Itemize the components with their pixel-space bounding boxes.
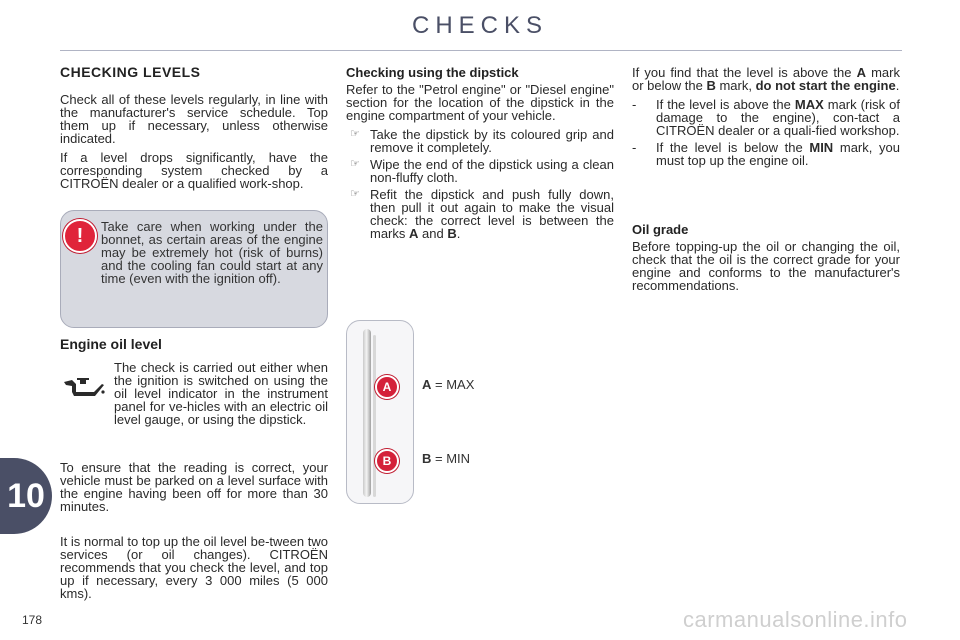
list-item: - If the level is below the MIN mark, you must top up the engine oil. — [632, 140, 900, 168]
hand-pointer-icon: ☞ — [350, 158, 360, 170]
engine-oil-heading: Engine oil level — [60, 336, 162, 352]
engine-oil-text: The check is carried out either when the ignition is switched on using the oil level indicator in the instrument panel for ve-hicles with an electric oil level gauge, or using the dipstick. — [114, 360, 328, 427]
dipstick-illustration — [346, 320, 414, 504]
title-divider — [60, 50, 902, 51]
list-item: ☞ Take the dipstick by its coloured grip and remove it completely. — [350, 127, 614, 155]
page-number: 178 — [22, 613, 43, 627]
middle-column — [346, 66, 614, 244]
warning-box — [60, 210, 328, 328]
left-column — [60, 66, 328, 196]
page-title: CHECKS — [411, 12, 549, 39]
chapter-tab: 10 — [0, 458, 52, 534]
mark-b-badge: B — [375, 449, 399, 473]
dipstick-intro: Refer to the "Petrol engine" or "Diesel engine" section for the location of the dipstick in the engine compartment of your vehicle. — [346, 82, 614, 123]
oil-grade-text: Before topping-up the oil or changing the oil, check that the oil is the correct grade for your engine and conforms to the manufacturer's recommendations. — [632, 239, 900, 293]
dipstick-heading: Checking using the dipstick — [346, 65, 519, 80]
warning-text: Take care when working under the bonnet, as certain areas of the engine may be extremely hot (risk of burns) and the cooling fan could start at any time (even with the ignition off). — [101, 219, 323, 286]
list-item: ☞ Wipe the end of the dipstick using a clean non-fluffy cloth. — [350, 157, 614, 185]
min-label: B = MIN — [422, 451, 471, 466]
list-item: ☞ Refit the dipstick and push fully down, then pull it out again to make the visual check: the correct level is between the marks A and B. — [350, 187, 614, 241]
level-warning: If you find that the level is above the A mark or below the B mark, do not start the engine. — [632, 65, 900, 93]
max-label: A = MAX — [422, 377, 475, 392]
oil-can-icon — [62, 372, 106, 398]
hand-pointer-icon: ☞ — [350, 188, 360, 200]
top-up-paragraph: It is normal to top up the oil level be-tween two services (or oil changes). CITROËN recommends that you check the level, and top up if necessary, every 3 000 miles (5 000 kms). — [60, 534, 328, 601]
right-column — [632, 66, 900, 298]
watermark: carmanualsonline.info — [683, 607, 908, 632]
mark-a-badge: A — [375, 375, 399, 399]
level-actions — [632, 98, 900, 167]
oil-grade-heading: Oil grade — [632, 222, 689, 237]
dipstick-steps — [346, 128, 614, 240]
hand-pointer-icon: ☞ — [350, 128, 360, 140]
section-heading: CHECKING LEVELS — [60, 64, 201, 80]
intro-paragraph: Check all of these levels regularly, in line with the manufacturer's service schedule. Top them up if necessary, unless otherwise indicated. — [60, 92, 328, 146]
dipstick-rod — [363, 329, 371, 497]
intro-paragraph-2: If a level drops significantly, have the corresponding system checked by a CITROËN dealer or a qualified work-shop. — [60, 150, 328, 191]
warning-icon: ! — [63, 219, 97, 253]
list-item: - If the level is above the MAX mark (risk of damage to the engine), con-tact a CITROËN dealer or a quali-fied workshop. — [632, 97, 900, 138]
parking-paragraph: To ensure that the reading is correct, your vehicle must be parked on a level surface with the engine having been off for more than 30 minutes. — [60, 460, 328, 514]
